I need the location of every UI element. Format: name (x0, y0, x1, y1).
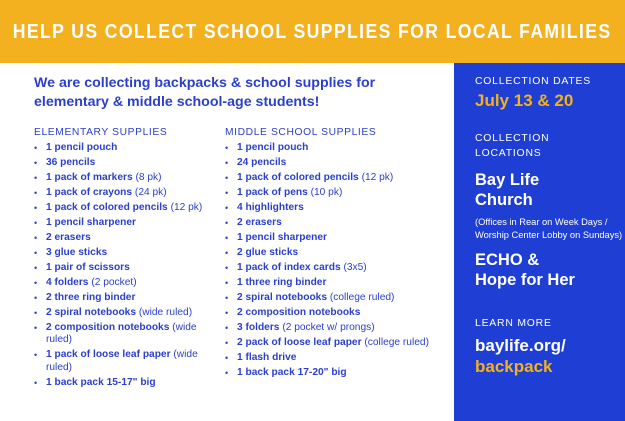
list-item (225, 172, 447, 184)
item-label: 2 erasers (237, 217, 282, 228)
list-item (225, 367, 447, 379)
item-label: 1 pencil sharpener (237, 232, 328, 243)
list-item (225, 217, 447, 229)
bullet-icon: • (225, 188, 229, 198)
item-label: 1 pencil pouch (46, 142, 118, 153)
list-item (225, 247, 447, 259)
item-label: 1 pack of pens (237, 187, 308, 198)
bullet-icon: • (34, 188, 38, 198)
item-note: (2 pocket) (91, 277, 137, 288)
list-item (34, 202, 224, 214)
bullet-icon: • (34, 173, 38, 183)
list-item (34, 157, 224, 169)
item-label: 24 pencils (237, 157, 287, 168)
elementary-heading: ELEMENTARY SUPPLIES (34, 127, 168, 138)
bullet-icon: • (225, 203, 229, 213)
list-item (34, 142, 224, 154)
location-echo-line1: ECHO & (475, 251, 540, 269)
location-bay-life-line1: Bay Life (475, 171, 540, 189)
item-note: (wide ruled) (138, 307, 193, 318)
item-label: 2 spiral notebooks (46, 307, 137, 318)
item-label: 36 pencils (46, 157, 96, 168)
item-label: 2 erasers (46, 232, 91, 243)
bullet-icon: • (225, 173, 229, 183)
list-item (225, 352, 447, 364)
list-item (225, 202, 447, 214)
bullet-icon: • (34, 323, 38, 333)
item-label: 2 glue sticks (237, 247, 299, 258)
middle-school-column (225, 127, 447, 382)
item-label: 2 three ring binder (46, 292, 136, 303)
list-item (34, 377, 224, 389)
list-item (225, 322, 447, 334)
list-item (225, 187, 447, 199)
bullet-icon: • (225, 233, 229, 243)
bullet-icon: • (34, 278, 38, 288)
item-note: (wide ruled) (46, 322, 197, 346)
bullet-icon: • (225, 218, 229, 228)
elementary-list (34, 142, 224, 389)
item-label: 1 pack of markers (46, 172, 133, 183)
location-echo-line2: Hope for Her (475, 271, 575, 289)
bullet-icon: • (225, 323, 229, 333)
bullet-icon: • (34, 203, 38, 213)
bullet-icon: • (225, 143, 229, 153)
collection-dates-label: COLLECTION DATES (475, 76, 591, 87)
collection-locations-label-line1: COLLECTION (475, 133, 550, 144)
list-item (225, 157, 447, 169)
bullet-icon: • (225, 338, 229, 348)
collection-locations-label-line2: LOCATIONS (475, 148, 542, 159)
bullet-icon: • (225, 308, 229, 318)
list-item (225, 307, 447, 319)
elementary-column (34, 127, 224, 392)
item-label: 1 back pack 17-20" big (237, 367, 347, 378)
bullet-icon: • (34, 350, 38, 361)
list-item (34, 232, 224, 244)
item-note: (12 pk) (361, 172, 394, 183)
item-label: 2 spiral notebooks (237, 292, 328, 303)
bullet-icon: • (225, 293, 229, 303)
info-sidebar (452, 63, 625, 421)
item-label: 2 composition notebooks (46, 322, 170, 333)
list-item (34, 172, 224, 184)
item-label: 1 pack of colored pencils (46, 202, 168, 213)
item-label: 3 glue sticks (46, 247, 108, 258)
bullet-icon: • (34, 158, 38, 168)
collection-dates: July 13 & 20 (475, 91, 574, 110)
list-item (34, 277, 224, 289)
bullet-icon: • (34, 248, 38, 258)
middle-school-list (225, 142, 447, 379)
list-item (34, 292, 224, 304)
list-item (34, 349, 224, 374)
header-banner (0, 0, 625, 63)
bullet-icon: • (34, 293, 38, 303)
bullet-icon: • (34, 263, 38, 273)
website-url-line2[interactable]: backpack (475, 357, 553, 376)
item-label: 1 back pack 15-17" big (46, 376, 156, 388)
learn-more-label: LEARN MORE (475, 318, 552, 329)
item-note: (12 pk) (170, 202, 203, 213)
location-bay-life-line2: Church (475, 191, 533, 209)
item-label: 1 pencil pouch (237, 142, 309, 153)
item-label: 2 composition notebooks (237, 307, 361, 318)
item-note: (24 pk) (134, 187, 167, 198)
item-note: (10 pk) (310, 187, 343, 198)
bullet-icon: • (34, 218, 38, 228)
item-note: (wide ruled) (46, 349, 198, 373)
bullet-icon: • (225, 158, 229, 168)
bullet-icon: • (225, 278, 229, 288)
bullet-icon: • (225, 368, 229, 378)
item-note: (2 pocket w/ prongs) (282, 322, 375, 333)
item-label: 3 folders (237, 322, 280, 333)
location-bay-life-note: (Offices in Rear on Week Days / Worship Center Lobby on Sundays) (475, 217, 623, 240)
list-item (225, 262, 447, 274)
bullet-icon: • (225, 248, 229, 258)
list-item (34, 247, 224, 259)
item-note: (3x5) (343, 262, 367, 273)
item-label: 1 pair of scissors (46, 262, 130, 273)
item-label: 1 pack of crayons (46, 187, 133, 198)
item-label: 1 pack of colored pencils (237, 172, 359, 183)
item-label: 4 highlighters (237, 202, 304, 213)
list-item (225, 337, 447, 349)
item-label: 1 pack of index cards (237, 262, 341, 273)
item-label: 1 pencil sharpener (46, 217, 137, 228)
list-item (225, 232, 447, 244)
bullet-icon: • (34, 143, 38, 153)
bullet-icon: • (225, 263, 229, 273)
bullet-icon: • (34, 233, 38, 243)
item-note: (college ruled) (364, 337, 429, 348)
list-item (225, 277, 447, 289)
item-label: 1 flash drive (237, 352, 297, 363)
item-label: 1 pack of loose leaf paper (46, 349, 171, 361)
list-item (34, 217, 224, 229)
list-item (34, 322, 224, 347)
website-url-line1[interactable]: baylife.org/ (475, 336, 566, 355)
main-content (22, 63, 452, 421)
list-item (34, 187, 224, 199)
list-item (34, 307, 224, 319)
item-label: 1 three ring binder (237, 277, 327, 288)
intro-text: We are collecting backpacks & school supplies for elementary & middle school-age students! (34, 75, 376, 110)
bullet-icon: • (34, 377, 38, 388)
list-item (225, 142, 447, 154)
middle-school-heading: MIDDLE SCHOOL SUPPLIES (225, 127, 377, 138)
item-note: (college ruled) (329, 292, 395, 303)
item-note: (8 pk) (135, 172, 162, 183)
bullet-icon: • (225, 353, 229, 363)
bullet-icon: • (34, 308, 38, 318)
list-item (34, 262, 224, 274)
item-label: 4 folders (46, 277, 89, 288)
list-item (225, 292, 447, 304)
item-label: 2 pack of loose leaf paper (237, 337, 362, 348)
banner-title: HELP US COLLECT SCHOOL SUPPLIES FOR LOCAL FAMILIES (13, 19, 612, 43)
